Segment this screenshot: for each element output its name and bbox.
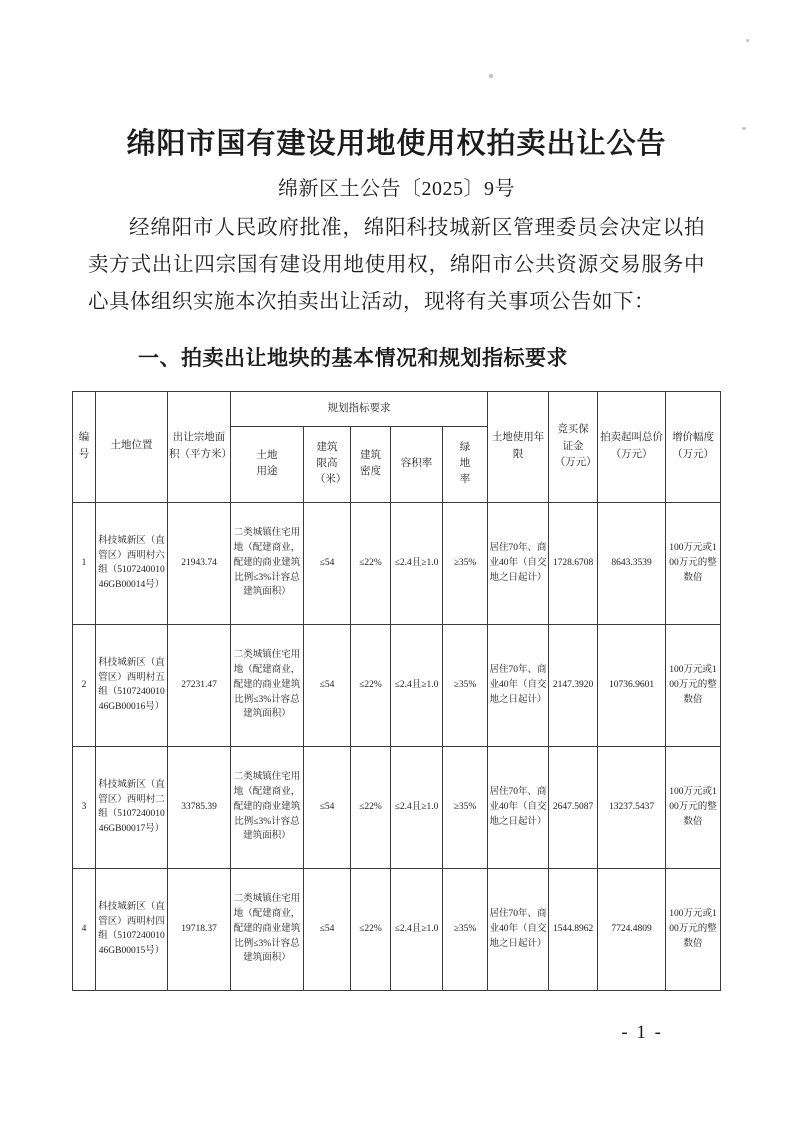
cell-deposit: 1544.8962 <box>549 868 598 990</box>
cell-density: ≤22% <box>351 624 391 746</box>
cell-plot-ratio: ≤2.4且≥1.0 <box>391 746 443 868</box>
cell-id: 4 <box>73 868 96 990</box>
cell-increment: 100万元或100万元的整数倍 <box>666 746 721 868</box>
col-header-id: 编号 <box>73 391 96 502</box>
cell-deposit: 2147.3920 <box>549 624 598 746</box>
section-heading: 一、拍卖出让地块的基本情况和规划指标要求 <box>138 346 568 370</box>
cell-increment: 100万元或100万元的整数倍 <box>666 868 721 990</box>
land-parcel-table <box>72 391 721 991</box>
cell-green-rate: ≥35% <box>443 746 488 868</box>
cell-height-limit: ≤54 <box>304 502 351 624</box>
cell-increment: 100万元或100万元的整数倍 <box>666 624 721 746</box>
cell-height-limit: ≤54 <box>304 746 351 868</box>
cell-density: ≤22% <box>351 868 391 990</box>
col-header-location: 土地位置 <box>96 391 168 502</box>
table-row <box>73 746 721 868</box>
cell-location: 科技城新区（直管区）西明村五组（510724001046GB00016号） <box>96 624 168 746</box>
cell-tenure: 居住70年、商业40年（自交地之日起计） <box>488 502 549 624</box>
cell-deposit: 1728.6708 <box>549 502 598 624</box>
cell-plot-ratio: ≤2.4且≥1.0 <box>391 624 443 746</box>
cell-id: 2 <box>73 624 96 746</box>
cell-area: 19718.37 <box>168 868 231 990</box>
cell-tenure: 居住70年、商业40年（自交地之日起计） <box>488 746 549 868</box>
cell-plot-ratio: ≤2.4且≥1.0 <box>391 868 443 990</box>
cell-location: 科技城新区（直管区）西明村四组（510724001046GB00015号） <box>96 868 168 990</box>
col-header-density: 建筑密度 <box>351 426 391 502</box>
table-row <box>73 624 721 746</box>
cell-increment: 100万元或100万元的整数倍 <box>666 502 721 624</box>
cell-usage: 二类城镇住宅用地（配建商业，配建的商业建筑比例≤3%计容总建筑面积） <box>231 868 304 990</box>
page-number: - 1 - <box>621 1022 663 1043</box>
table-row <box>73 502 721 624</box>
cell-id: 1 <box>73 502 96 624</box>
cell-green-rate: ≥35% <box>443 502 488 624</box>
cell-area: 21943.74 <box>168 502 231 624</box>
scan-speck <box>746 39 749 42</box>
col-header-far: 容积率 <box>391 426 443 502</box>
cell-density: ≤22% <box>351 746 391 868</box>
col-header-green: 绿地率 <box>443 426 488 502</box>
cell-area: 33785.39 <box>168 746 231 868</box>
cell-start-price: 13237.5437 <box>598 746 666 868</box>
doc-number: 绵新区土公告〔2025〕9号 <box>278 178 515 201</box>
col-header-height: 建筑限高（米） <box>304 426 351 502</box>
table-row <box>73 868 721 990</box>
cell-height-limit: ≤54 <box>304 868 351 990</box>
cell-density: ≤22% <box>351 502 391 624</box>
cell-area: 27231.47 <box>168 624 231 746</box>
cell-deposit: 2647.5087 <box>549 746 598 868</box>
cell-start-price: 8643.3539 <box>598 502 666 624</box>
table-header-row-1 <box>73 391 721 426</box>
cell-tenure: 居住70年、商业40年（自交地之日起计） <box>488 624 549 746</box>
cell-start-price: 10736.9601 <box>598 624 666 746</box>
scan-speck <box>742 127 746 130</box>
cell-usage: 二类城镇住宅用地（配建商业，配建的商业建筑比例≤3%计容总建筑面积） <box>231 502 304 624</box>
col-header-tenure: 土地使用年限 <box>488 391 549 502</box>
cell-id: 3 <box>73 746 96 868</box>
cell-height-limit: ≤54 <box>304 624 351 746</box>
col-header-area: 出让宗地面积（平方米） <box>168 391 231 502</box>
cell-plot-ratio: ≤2.4且≥1.0 <box>391 502 443 624</box>
cell-location: 科技城新区（直管区）西明村六组（510724001046GB00014号） <box>96 502 168 624</box>
col-header-deposit: 竞买保证金（万元） <box>549 391 598 502</box>
col-header-usage: 土地用途 <box>231 426 304 502</box>
cell-location: 科技城新区（直管区）西明村二组（510724001046GB00017号） <box>96 746 168 868</box>
cell-tenure: 居住70年、商业40年（自交地之日起计） <box>488 868 549 990</box>
cell-green-rate: ≥35% <box>443 624 488 746</box>
cell-usage: 二类城镇住宅用地（配建商业，配建的商业建筑比例≤3%计容总建筑面积） <box>231 746 304 868</box>
col-header-increment: 增价幅度（万元） <box>666 391 721 502</box>
cell-usage: 二类城镇住宅用地（配建商业，配建的商业建筑比例≤3%计容总建筑面积） <box>231 624 304 746</box>
page-title: 绵阳市国有建设用地使用权拍卖出让公告 <box>126 128 667 160</box>
cell-start-price: 7724.4809 <box>598 868 666 990</box>
scan-speck <box>489 74 493 78</box>
col-header-planning: 规划指标要求 <box>231 391 488 426</box>
col-header-start-price: 拍卖起叫总价（万元） <box>598 391 666 502</box>
intro-paragraph: 经绵阳市人民政府批准，绵阳科技城新区管理委员会决定以拍卖方式出让四宗国有建设用地使用权，绵阳市公共资源交易服务中心具体组织实施本次拍卖出让活动，现将有关事项公告如下： <box>88 217 705 314</box>
cell-green-rate: ≥35% <box>443 868 488 990</box>
